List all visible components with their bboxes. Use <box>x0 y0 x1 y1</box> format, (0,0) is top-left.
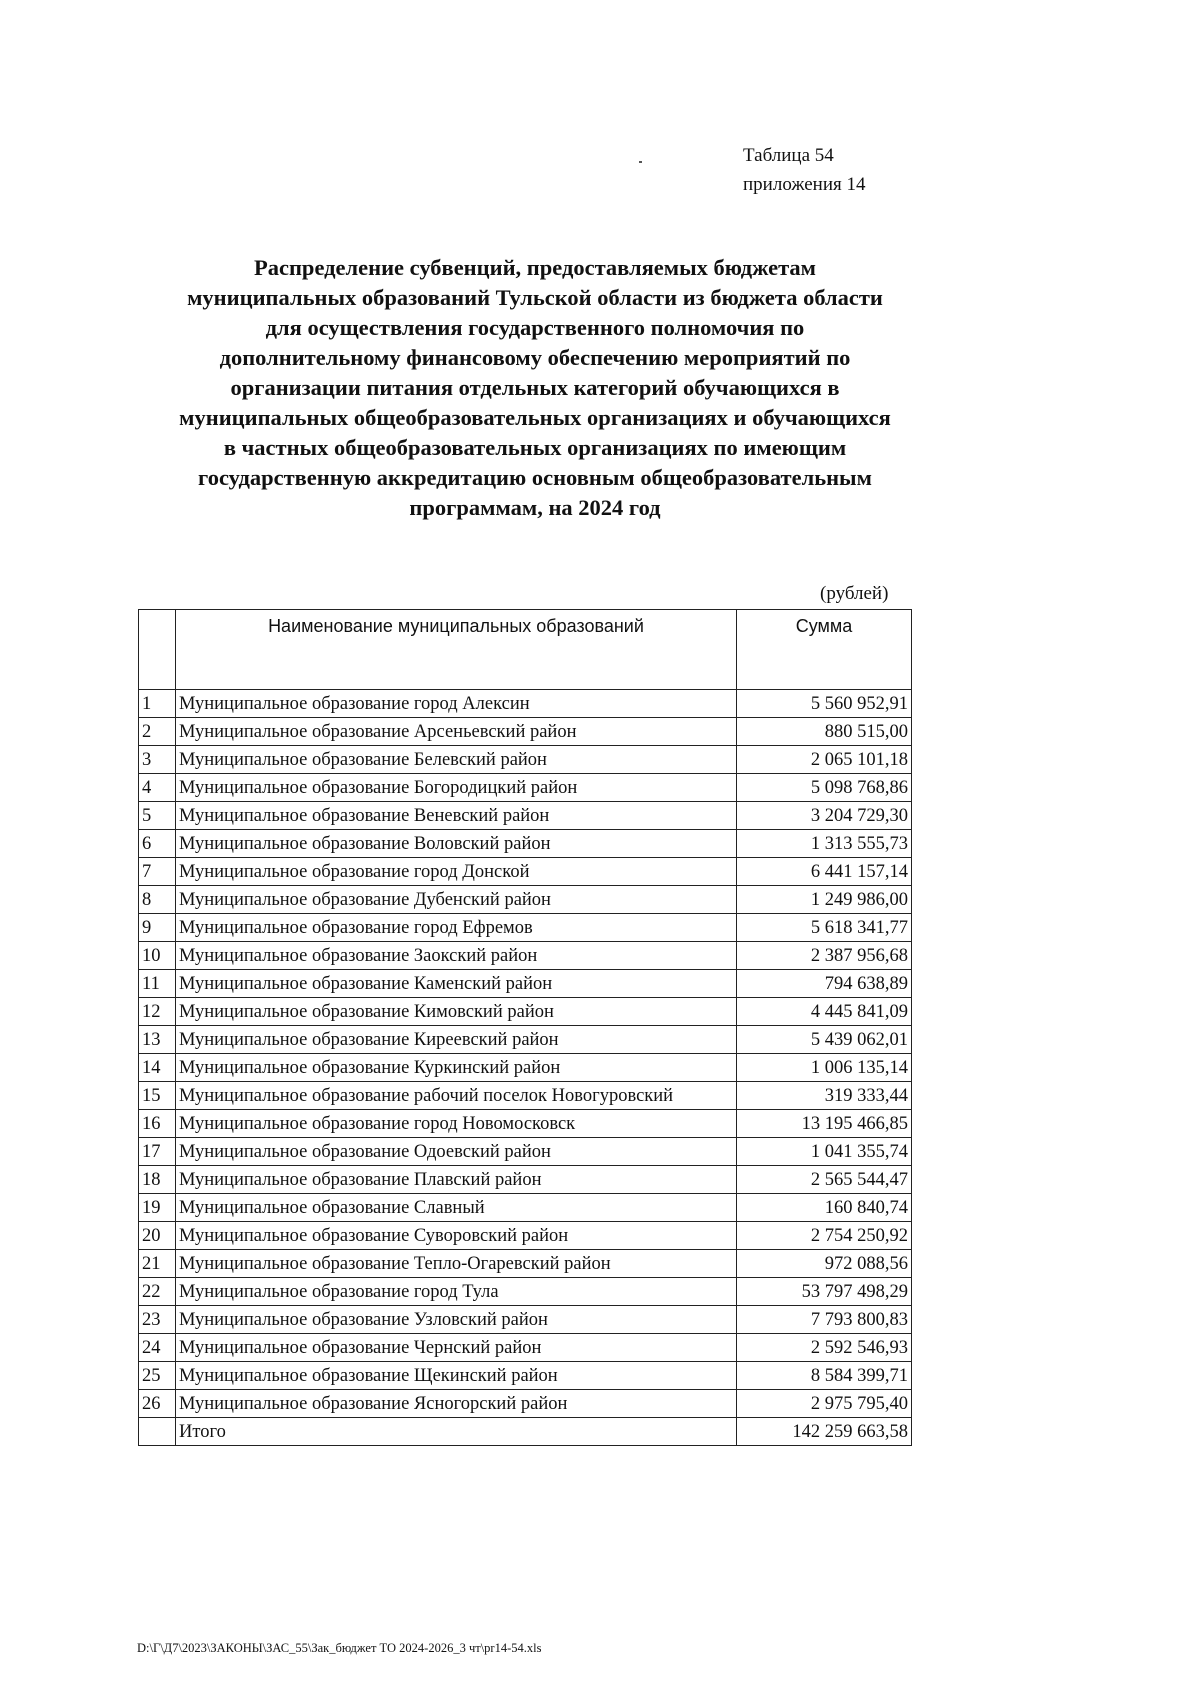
subvention-sum: 2 065 101,18 <box>737 746 912 774</box>
subvention-sum: 2 975 795,40 <box>737 1390 912 1418</box>
subvention-sum: 4 445 841,09 <box>737 998 912 1026</box>
total-row <box>139 1418 912 1446</box>
row-number: 20 <box>139 1222 176 1250</box>
row-number: 8 <box>139 886 176 914</box>
table-row <box>139 970 912 998</box>
municipality-name: Муниципальное образование Веневский район <box>176 802 737 830</box>
municipality-name: Муниципальное образование Куркинский район <box>176 1054 737 1082</box>
table-reference <box>743 141 865 199</box>
municipality-name: Муниципальное образование Богородицкий район <box>176 774 737 802</box>
row-number: 16 <box>139 1110 176 1138</box>
table-row <box>139 1054 912 1082</box>
row-number: 1 <box>139 690 176 718</box>
row-number: 7 <box>139 858 176 886</box>
municipality-name: Муниципальное образование Заокский район <box>176 942 737 970</box>
subvention-sum: 1 313 555,73 <box>737 830 912 858</box>
subvention-sum: 2 387 956,68 <box>737 942 912 970</box>
municipality-name: Муниципальное образование Плавский район <box>176 1166 737 1194</box>
subvention-sum: 53 797 498,29 <box>737 1278 912 1306</box>
row-number: 18 <box>139 1166 176 1194</box>
subvention-sum: 7 793 800,83 <box>737 1306 912 1334</box>
municipality-name: Муниципальное образование город Новомосковск <box>176 1110 737 1138</box>
table-row <box>139 1082 912 1110</box>
subvention-sum: 6 441 157,14 <box>737 858 912 886</box>
row-number: 22 <box>139 1278 176 1306</box>
document-title <box>140 253 930 523</box>
municipality-name: Муниципальное образование Суворовский район <box>176 1222 737 1250</box>
municipality-name: Муниципальное образование город Донской <box>176 858 737 886</box>
title-line: Распределение субвенций, предоставляемых бюджетам <box>253 255 817 280</box>
table-header-row <box>139 610 912 690</box>
subvention-sum: 319 333,44 <box>737 1082 912 1110</box>
table-row <box>139 886 912 914</box>
municipality-name: Муниципальное образование Кимовский район <box>176 998 737 1026</box>
municipality-name: Муниципальное образование Дубенский район <box>176 886 737 914</box>
municipality-name: Муниципальное образование город Алексин <box>176 690 737 718</box>
title-line: государственную аккредитацию основным общеобразовательным <box>198 465 872 490</box>
subvention-sum: 880 515,00 <box>737 718 912 746</box>
row-number: 19 <box>139 1194 176 1222</box>
unit-label: (рублей) <box>820 583 889 604</box>
row-number: 9 <box>139 914 176 942</box>
title-line: муниципальных общеобразовательных организациях и обучающихся <box>179 405 891 430</box>
title-line: программам, на 2024 год <box>409 495 661 520</box>
row-number: 24 <box>139 1334 176 1362</box>
table-row <box>139 690 912 718</box>
row-number: 23 <box>139 1306 176 1334</box>
municipality-name: Муниципальное образование Чернский район <box>176 1334 737 1362</box>
municipality-name: Муниципальное образование город Тула <box>176 1278 737 1306</box>
table-row <box>139 1306 912 1334</box>
column-header-name: Наименование муниципальных образований <box>176 610 737 690</box>
subvention-sum: 2 754 250,92 <box>737 1222 912 1250</box>
title-line: дополнительному финансовому обеспечению мероприятий по <box>219 345 851 370</box>
subvention-sum: 5 439 062,01 <box>737 1026 912 1054</box>
municipality-name: Муниципальное образование Киреевский район <box>176 1026 737 1054</box>
subvention-sum: 5 618 341,77 <box>737 914 912 942</box>
subvention-sum: 13 195 466,85 <box>737 1110 912 1138</box>
table-row <box>139 1194 912 1222</box>
row-number: 6 <box>139 830 176 858</box>
table-row <box>139 1166 912 1194</box>
row-number: 10 <box>139 942 176 970</box>
row-number: 3 <box>139 746 176 774</box>
table-row <box>139 830 912 858</box>
municipality-name: Муниципальное образование Одоевский район <box>176 1138 737 1166</box>
table-row <box>139 942 912 970</box>
subvention-sum: 1 041 355,74 <box>737 1138 912 1166</box>
title-line: для осуществления государственного полномочия по <box>265 315 805 340</box>
table-row <box>139 1390 912 1418</box>
row-number: 2 <box>139 718 176 746</box>
municipality-name: Муниципальное образование Белевский район <box>176 746 737 774</box>
subvention-sum: 1 249 986,00 <box>737 886 912 914</box>
table-row <box>139 1250 912 1278</box>
table-row <box>139 746 912 774</box>
municipality-name: Муниципальное образование Узловский район <box>176 1306 737 1334</box>
municipality-name: Муниципальное образование Арсеньевский район <box>176 718 737 746</box>
total-label: Итого <box>176 1418 737 1446</box>
table-row <box>139 1222 912 1250</box>
table-row <box>139 914 912 942</box>
table-row <box>139 1138 912 1166</box>
row-number: 13 <box>139 1026 176 1054</box>
title-line: организации питания отдельных категорий обучающихся в <box>230 375 840 400</box>
budget-table <box>138 609 912 1446</box>
municipality-name: Муниципальное образование рабочий поселок Новогуровский <box>176 1082 737 1110</box>
municipality-name: Муниципальное образование Тепло-Огаревский район <box>176 1250 737 1278</box>
municipality-name: Муниципальное образование Щекинский район <box>176 1362 737 1390</box>
table-row <box>139 802 912 830</box>
row-number: 5 <box>139 802 176 830</box>
municipality-name: Муниципальное образование Славный <box>176 1194 737 1222</box>
title-line: в частных общеобразовательных организациях по имеющим <box>223 435 847 460</box>
column-header-number <box>139 610 176 690</box>
table-row <box>139 1334 912 1362</box>
subvention-sum: 8 584 399,71 <box>737 1362 912 1390</box>
row-number: 25 <box>139 1362 176 1390</box>
table-row <box>139 998 912 1026</box>
table-row <box>139 1110 912 1138</box>
subvention-sum: 5 098 768,86 <box>737 774 912 802</box>
row-number: 21 <box>139 1250 176 1278</box>
file-path-footer: D:\Г\Д7\2023\ЗАКОНЫ\ЗАС_55\Зак_бюджет ТО 2024-2026_3 чт\pr14-54.xls <box>137 1641 542 1655</box>
table-label: Таблица 54 <box>743 145 834 166</box>
municipality-name: Муниципальное образование Ясногорский район <box>176 1390 737 1418</box>
subvention-sum: 2 565 544,47 <box>737 1166 912 1194</box>
subvention-sum: 160 840,74 <box>737 1194 912 1222</box>
table-row <box>139 774 912 802</box>
table-row <box>139 1026 912 1054</box>
row-number: 14 <box>139 1054 176 1082</box>
table-row <box>139 858 912 886</box>
row-number: 26 <box>139 1390 176 1418</box>
column-header-sum: Сумма <box>737 610 912 690</box>
row-number: 15 <box>139 1082 176 1110</box>
municipality-name: Муниципальное образование город Ефремов <box>176 914 737 942</box>
table-row <box>139 718 912 746</box>
municipality-name: Муниципальное образование Каменский район <box>176 970 737 998</box>
scan-speck <box>639 161 642 163</box>
table-row <box>139 1278 912 1306</box>
row-number: 17 <box>139 1138 176 1166</box>
subvention-sum: 1 006 135,14 <box>737 1054 912 1082</box>
municipality-name: Муниципальное образование Воловский район <box>176 830 737 858</box>
total-sum: 142 259 663,58 <box>737 1418 912 1446</box>
subvention-sum: 5 560 952,91 <box>737 690 912 718</box>
appendix-label: приложения 14 <box>743 174 866 195</box>
subvention-sum: 3 204 729,30 <box>737 802 912 830</box>
row-number: 12 <box>139 998 176 1026</box>
row-number: 4 <box>139 774 176 802</box>
subvention-sum: 2 592 546,93 <box>737 1334 912 1362</box>
subvention-sum: 794 638,89 <box>737 970 912 998</box>
table-body <box>139 690 912 1418</box>
subvention-sum: 972 088,56 <box>737 1250 912 1278</box>
total-number-cell <box>139 1418 176 1446</box>
table-row <box>139 1362 912 1390</box>
row-number: 11 <box>139 970 176 998</box>
title-line: муниципальных образований Тульской области из бюджета области <box>187 285 883 310</box>
